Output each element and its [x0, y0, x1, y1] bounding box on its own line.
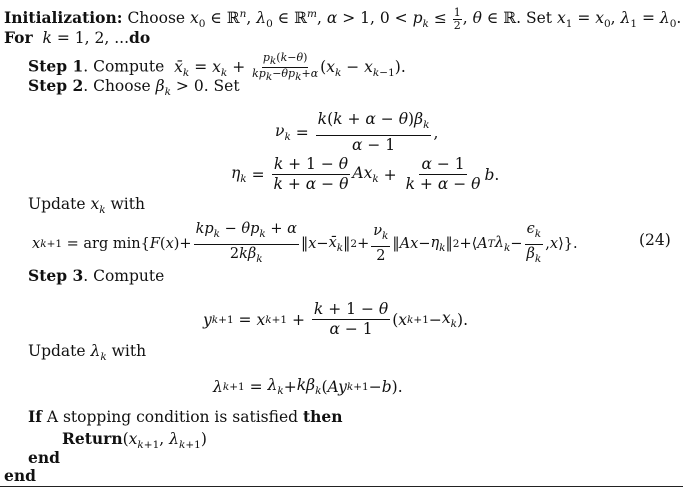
step2-label: Step 2: [28, 76, 84, 95]
step1-formula: $x̄_k = x_k$ + $\frac{p_k(k-\theta)}{kp_k-\theta p_k+\alpha}$ $(x_k - x_{k-1})$.: [174, 51, 406, 84]
eta-equation: $\eta_k$ = $\frac{k + 1 - \theta}{k + \alpha - \theta}$ $Ax_k$ + $\frac{\alpha - 1}{k + \alpha - \theta}$ b .: [231, 155, 500, 193]
step3-label: Step 3: [28, 266, 84, 285]
do-keyword: do: [129, 28, 151, 47]
initialization-label: Initialization:: [4, 8, 123, 28]
for-keyword: For: [4, 28, 33, 47]
lambda-equation: λ k+1 = $\lambda_k$ + $k\beta_k$ ( Ay k+1 − b ).: [213, 376, 403, 398]
x-update-equation: x k+1 = arg min{ F ( x )+ $\frac{kp_k - \theta p_k + \alpha}{2k\beta_k}$ ‖ x − $x̄_k$ ‖ 2 + $\frac{\nu_k}{2}$ ‖ Ax − $\eta_k$ ‖ 2 +⟨ A T $\lambda_k$ − $\frac{\epsilon_k}{\beta_k}$ , x ⟩}.: [32, 221, 578, 265]
initialization-text: Choose $x_0$ ∈ ℝ$^n$, $\lambda_0$ ∈ ℝ$^m$, α > 1, $0 < p_k$ ≤ $\frac{1}{2}$ , θ ∈ ℝ. Set $x_1 = x_0$, $\lambda_1 = \lambda_0$.: [127, 5, 682, 32]
y-equation: y k+1 = x k+1 + $\frac{k + 1 - \theta}{\alpha - 1}$ ( x k+1 − $x_k$ ).: [203, 300, 468, 338]
step1-label: Step 1: [28, 56, 84, 76]
stop-condition: A stopping condition is satisfied: [46, 408, 299, 426]
step2-line: [28, 76, 240, 102]
for-condition: k = 1, 2, ...: [42, 29, 130, 47]
equation-number: (24): [639, 231, 671, 249]
step1-text: . Compute: [83, 57, 165, 76]
update-x-text: Update $x_k$ with: [28, 195, 145, 217]
end-for: end: [4, 466, 36, 485]
step2-text: . Choose $\beta_k > 0$. Set: [83, 77, 240, 99]
return-keyword: Return: [62, 429, 123, 448]
return-values: ($x_{k+1}$, $\lambda_{k+1}$): [122, 430, 207, 452]
update-lambda-line: [28, 341, 146, 367]
end-if: end: [28, 448, 60, 467]
if-keyword: If: [28, 407, 42, 426]
then-keyword: then: [302, 407, 343, 426]
step3-line: [28, 266, 164, 286]
step3-text: . Compute: [83, 267, 165, 285]
if-line: [28, 407, 343, 427]
return-line: [62, 429, 207, 455]
nu-equation: $\nu_k$ = $\frac{k(k + \alpha - \theta)\beta_k}{\alpha - 1}$ ,: [275, 110, 439, 155]
update-x-line: [28, 194, 145, 220]
for-line: [4, 28, 150, 48]
update-lambda-text: Update $\lambda_k$ with: [28, 342, 147, 364]
